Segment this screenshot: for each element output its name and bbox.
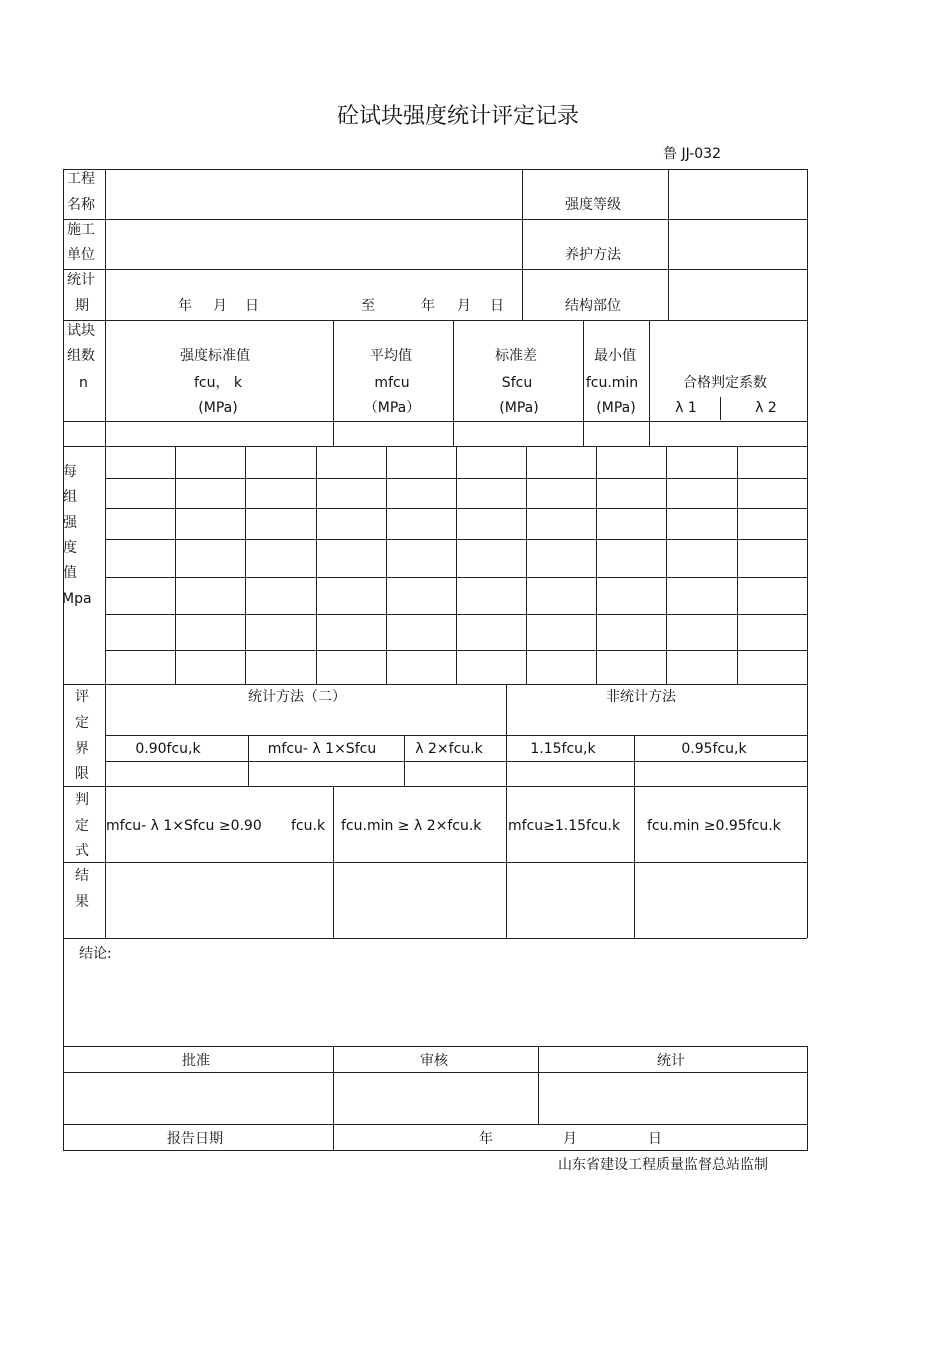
group-values-label-3: 强 [63, 515, 77, 531]
stddev-unit: (MPa) [499, 400, 539, 416]
result-label-1: 结 [75, 868, 89, 884]
start-month: 月 [213, 298, 227, 314]
limit-lambda2-fcuk: λ 2×fcu.k [415, 741, 483, 757]
report-year: 年 [479, 1131, 493, 1147]
end-year: 年 [421, 298, 435, 314]
end-day: 日 [490, 298, 504, 314]
limits-label-3: 界 [75, 741, 89, 757]
mean-symbol: mfcu [374, 375, 410, 391]
criteria-label-3: 式 [75, 843, 89, 859]
groups-symbol: n [79, 375, 88, 391]
lambda2-label: λ 2 [755, 400, 777, 416]
result-label-2: 果 [75, 894, 89, 910]
page-title: 砼试块强度统计评定记录 [336, 104, 580, 129]
statistics-label: 统计 [657, 1053, 685, 1069]
groups-label: 试块 [67, 323, 95, 339]
group-values-label-4: 度 [63, 540, 77, 556]
group-values-label-2: 组 [63, 489, 77, 505]
issuer-footer: 山东省建设工程质量监督总站监制 [558, 1157, 768, 1173]
criterion-1: mfcu- λ 1×Sfcu ≥0.90 [106, 818, 262, 834]
lambda1-label: λ 1 [675, 400, 697, 416]
group-values-label-5: 值 [63, 565, 77, 581]
project-name-label: 工程 [67, 171, 95, 187]
group-values-unit: Mpa [62, 591, 92, 607]
report-month: 月 [563, 1131, 577, 1147]
nonstat-method-label: 非统计方法 [606, 689, 676, 705]
structure-part-label: 结构部位 [565, 298, 621, 314]
start-year: 年 [178, 298, 192, 314]
builder-label-2: 单位 [67, 247, 95, 263]
min-label: 最小值 [594, 348, 636, 364]
report-date-label: 报告日期 [167, 1131, 223, 1147]
stddev-symbol: Sfcu [501, 375, 533, 391]
groups-label-2: 组数 [67, 348, 95, 364]
limit-115fcuk: 1.15fcu,k [530, 741, 596, 757]
review-label: 审核 [420, 1053, 448, 1069]
end-month: 月 [457, 298, 471, 314]
limits-label-2: 定 [75, 715, 89, 731]
report-day: 日 [648, 1131, 662, 1147]
limit-090fcuk: 0.90fcu,k [135, 741, 201, 757]
criterion-2: fcu.min ≥ λ 2×fcu.k [341, 818, 482, 834]
limits-label-1: 评 [75, 689, 89, 705]
min-unit: (MPa) [596, 400, 636, 416]
limits-label-4: 限 [75, 766, 89, 782]
limit-mfcu-lambda1: mfcu- λ 1×Sfcu [267, 741, 377, 757]
mean-unit: （MPa） [363, 400, 421, 416]
project-name-label-2: 名称 [67, 197, 95, 213]
curing-method-label: 养护方法 [565, 247, 621, 263]
start-day: 日 [245, 298, 259, 314]
coef-label: 合格判定系数 [683, 375, 767, 391]
conclusion-label: 结论: [79, 946, 112, 962]
stddev-label: 标准差 [495, 348, 537, 364]
criteria-label-2: 定 [75, 818, 89, 834]
mean-label: 平均值 [370, 348, 412, 364]
date-to: 至 [361, 298, 375, 314]
std-value-symbol: fcu， k [193, 375, 243, 391]
period-label: 统计 [67, 272, 95, 288]
criterion-1-tail: fcu.k [291, 818, 326, 834]
stat-method-label: 统计方法（二） [248, 689, 346, 705]
builder-label: 施工 [67, 222, 95, 238]
min-symbol: fcu.min [585, 375, 639, 391]
std-value-unit: (MPa) [198, 400, 238, 416]
limit-095fcuk: 0.95fcu,k [681, 741, 747, 757]
period-label-2: 期 [75, 298, 89, 314]
strength-grade-label: 强度等级 [565, 197, 621, 213]
criteria-label-1: 判 [75, 792, 89, 808]
form-code: 鲁 JJ-032 [663, 146, 721, 162]
approve-label: 批准 [182, 1053, 210, 1069]
std-value-label: 强度标准值 [180, 348, 250, 364]
group-values-label-1: 每 [63, 464, 77, 480]
criterion-3: mfcu≥1.15fcu.k [508, 818, 621, 834]
criterion-4: fcu.min ≥0.95fcu.k [647, 818, 781, 834]
